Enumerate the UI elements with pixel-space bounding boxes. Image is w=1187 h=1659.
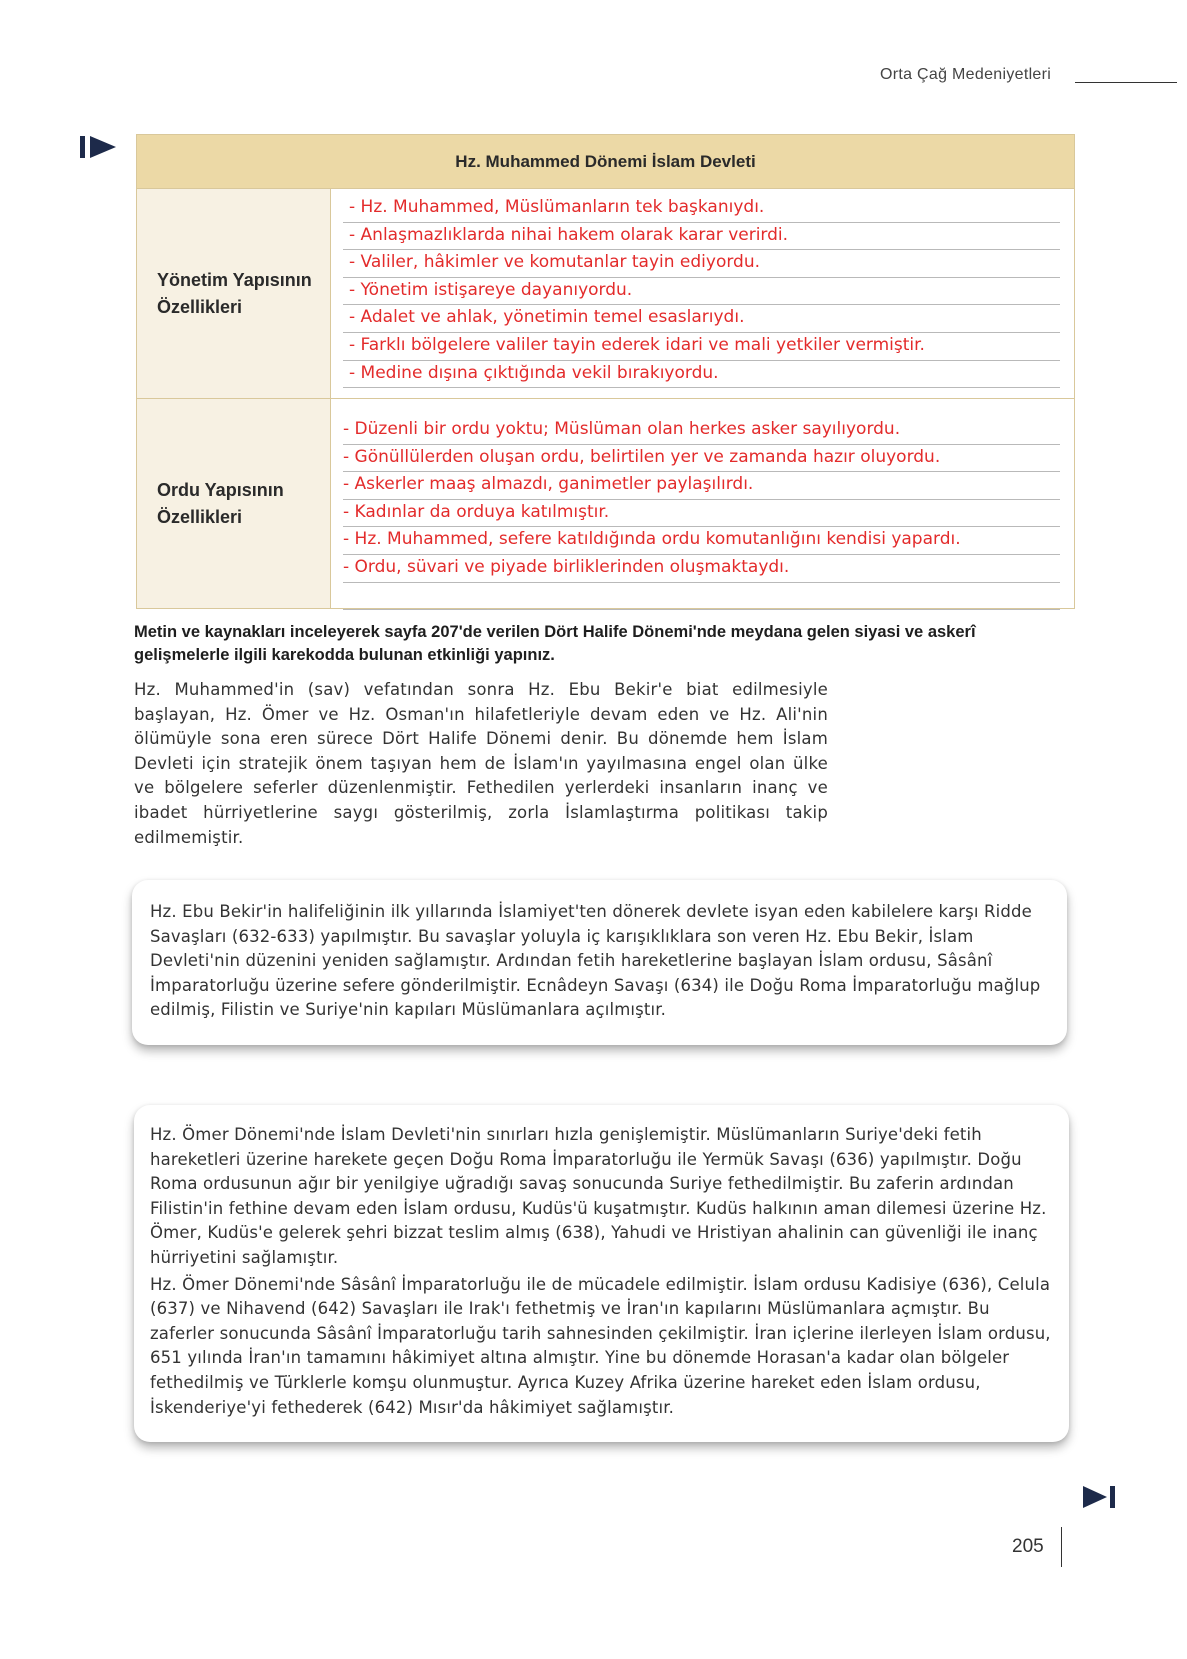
answer-area[interactable]: [331, 189, 1074, 398]
handwritten-answer: - Anlaşmazlıklarda nihai hakem olarak karar verirdi.: [343, 223, 1060, 251]
info-box-omer: [134, 1105, 1069, 1442]
box-paragraph: Hz. Ömer Dönemi'nde İslam Devleti'nin sınırları hızla genişlemiştir. Müslümanların Suriye'deki fetih hareketleri üzerine harekete geçen Doğu Roma İmparatorluğu ile Yermük Savaşı (636) yapılmıştır. Doğu Roma ordusunun ağır bir yenilgiye uğradığı savaş sonucunda Suriye fethedilmiştir. Bu zaferin ardından Filistin'in fethine devam eden İslam ordusu, Kudüs'ü kuşatmıştır. Kudüs halkının aman dilemesi üzerine Hz. Ömer, Kudüs'e gelerek şehri bizzat teslim almış (638), Yahudi ve Hristiyan ahalinin can güvenliği ile inanç hürriyetini sağlamıştır.: [150, 1125, 1047, 1267]
handwritten-answer: - Valiler, hâkimler ve komutanlar tayin ediyordu.: [343, 250, 1060, 278]
row-label: [137, 399, 331, 608]
activity-instruction: Metin ve kaynakları inceleyerek sayfa 207'de verilen Dört Halife Dönemi'nde meydana gelen siyasi ve askerî gelişmelerle ilgili karekodda bulunan etkinliği yapınız.: [134, 623, 976, 664]
handwritten-answer: - Askerler maaş almazdı, ganimetler paylaşılırdı.: [343, 472, 1060, 500]
row-label-line: Yönetim Yapısının: [157, 269, 312, 290]
handwritten-answer: - Kadınlar da orduya katılmıştır.: [343, 500, 1060, 528]
table-row-ordu: [137, 399, 1074, 608]
info-box-ebu-bekir: [132, 880, 1067, 1045]
row-label-line: Ordu Yapısının: [157, 479, 284, 500]
page-number: 205: [1012, 1536, 1044, 1557]
handwritten-answer: - Yönetim istişareye dayanıyordu.: [343, 278, 1060, 306]
intro-paragraph: Hz. Muhammed'in (sav) vefatından sonra Hz. Ebu Bekir'e biat edilmesiyle başlayan, Hz. Ömer ve Hz. Osman'ın hilafetleriyle devam eden ve Hz. Ali'nin ölümüyle sona eren sürece Dört Halife Dönemi denir. Bu dönemde hem İslam Devleti için stratejik önem taşıyan hem de İslam'ın yayılmasına engel olan ülke ve bölgelere seferler düzenlenmiştir. Fethedilen yerlerdeki insanların inanç ve ibadet hürriyetlerine saygı gösterilmiş, zorla İslamlaştırma politikası takip edilmemiştir.: [134, 680, 828, 847]
handwritten-answer: - Medine dışına çıktığında vekil bırakıyordu.: [343, 361, 1060, 389]
empty-ruled-line: [343, 583, 1060, 611]
handwritten-answer: - Düzenli bir ordu yoktu; Müslüman olan herkes asker sayılıyordu.: [343, 417, 1060, 445]
handwritten-answer: - Adalet ve ahlak, yönetimin temel esaslarıydı.: [343, 305, 1060, 333]
handwritten-answer: - Farklı bölgelere valiler tayin ederek idari ve mali yetkiler vermiştir.: [343, 333, 1060, 361]
header-rule: [1075, 82, 1177, 83]
section-start-icon: [80, 134, 120, 160]
row-label: [137, 189, 331, 398]
handwritten-answer: - Hz. Muhammed, sefere katıldığında ordu komutanlığını kendisi yapardı.: [343, 527, 1060, 555]
handwritten-answer: - Gönüllülerden oluşan ordu, belirtilen yer ve zamanda hazır oluyordu.: [343, 445, 1060, 473]
section-end-icon: [1083, 1484, 1117, 1510]
table-title: Hz. Muhammed Dönemi İslam Devleti: [137, 135, 1074, 189]
handwritten-answer: - Hz. Muhammed, Müslümanların tek başkanıydı.: [343, 195, 1060, 223]
box-paragraph: Hz. Ebu Bekir'in halifeliğinin ilk yıllarında İslamiyet'ten dönerek devlete isyan eden kabilelere karşı Ridde Savaşları (632-633) yapılmıştır. Bu savaşlar yoluyla iç karışıklıklara son veren Hz. Ebu Bekir, İslam Devleti'nin düzenini yeniden sağlamıştır. Ardından fetih hareketlerine başlayan İslam ordusu, Sâsânî İmparatorluğu üzerine sefere gönderilmiştir. Ecnâdeyn Savaşı (634) ile Doğu Roma İmparatorluğu mağlup edilmiş, Filistin ve Suriye'nin kapıları Müslümanlara açılmıştır.: [150, 902, 1041, 1020]
table-row-yonetim: [137, 189, 1074, 399]
box-paragraph: Hz. Ömer Dönemi'nde Sâsânî İmparatorluğu ile de mücadele edilmiştir. İslam ordusu Kadisiye (636), Celula (637) ve Nihavend (642) Savaşları ile Irak'ı fethetmiş ve İran'ın kapılarını Müslümanlara açmıştır. Bu zaferler sonucunda Sâsânî İmparatorluğu tarih sahnesinden çekilmiştir. İran içlerine ilerleyen İslam ordusu, 651 yılında İran'ın tamamını hâkimiyet altına almıştır. Yine bu dönemde Horasan'a kadar olan bölgeler fethedilmiş ve Türklerle komşu olunmuştur. Ayrıca Kuzey Afrika üzerine hareket eden İslam ordusu, İskenderiye'yi fethederek (642) Mısır'da hâkimiyet sağlamıştır.: [150, 1274, 1051, 1417]
row-label-line: Özellikleri: [157, 506, 243, 527]
worksheet-table: [136, 134, 1075, 609]
running-header: Orta Çağ Medeniyetleri: [880, 66, 1052, 83]
row-label-line: Özellikleri: [157, 296, 243, 317]
answer-area[interactable]: [331, 399, 1074, 608]
handwritten-answer: - Ordu, süvari ve piyade birliklerinden oluşmaktaydı.: [343, 555, 1060, 583]
page-number-rule: [1061, 1527, 1062, 1567]
